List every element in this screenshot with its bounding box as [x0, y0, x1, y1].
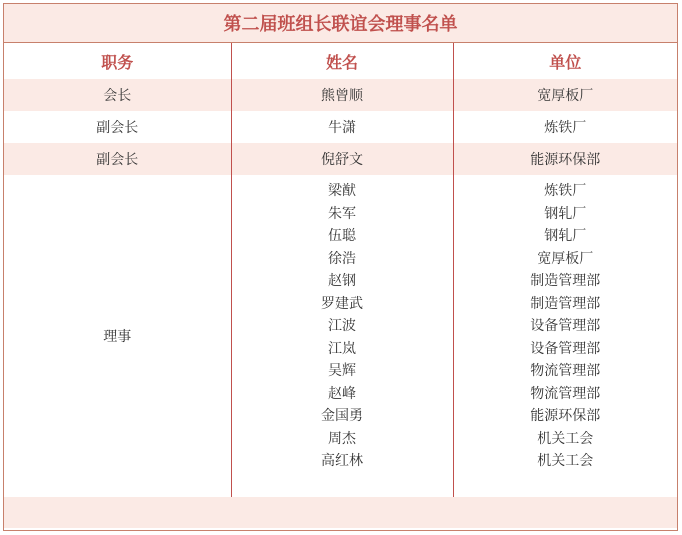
header-row [4, 43, 677, 80]
cell-position: 理事 [4, 175, 231, 497]
director-name: 吴辉 [328, 363, 356, 379]
director-unit: 能源环保部 [530, 408, 601, 424]
directors-units-cell [453, 175, 677, 497]
director-name: 朱军 [328, 205, 356, 222]
table-row [4, 79, 677, 111]
director-unit: 制造管理部 [530, 273, 601, 289]
director-name: 赵钢 [328, 273, 356, 289]
director-unit: 炼铁厂 [544, 183, 587, 199]
cell-position: 副会长 [4, 111, 231, 143]
director-name: 梁猷 [328, 183, 356, 199]
cell-unit: 宽厚板厂 [453, 79, 677, 111]
cell-position: 会长 [4, 79, 231, 111]
directors-units-list [454, 175, 678, 473]
director-name: 江波 [328, 318, 356, 334]
cell-position: 副会长 [4, 143, 231, 175]
director-name: 徐浩 [328, 250, 356, 267]
cell-name: 倪舒文 [231, 143, 453, 175]
table-title: 第二届班组长联谊会理事名单 [4, 4, 677, 43]
header-name: 姓名 [231, 43, 453, 80]
director-name: 江岚 [328, 340, 356, 357]
director-name: 金国勇 [321, 408, 363, 424]
cell-name: 熊曾顺 [231, 79, 453, 111]
director-name: 罗建武 [321, 295, 363, 312]
director-name: 高红林 [321, 453, 363, 469]
director-unit: 钢轧厂 [544, 228, 587, 244]
director-unit: 机关工会 [537, 453, 594, 469]
director-unit: 宽厚板厂 [537, 250, 594, 267]
roster-table [4, 4, 677, 528]
table-row [4, 111, 677, 143]
roster-table-frame [3, 3, 678, 531]
director-unit: 设备管理部 [530, 340, 601, 357]
director-name: 伍聪 [328, 228, 356, 244]
cell-unit: 能源环保部 [453, 143, 677, 175]
footer-row [4, 497, 677, 528]
header-unit: 单位 [549, 52, 582, 72]
director-unit: 物流管理部 [530, 385, 601, 402]
cell-unit: 炼铁厂 [544, 120, 587, 136]
header-position: 职务 [4, 43, 231, 80]
directors-names-cell [231, 175, 453, 497]
title-row [4, 4, 677, 43]
footer-band [4, 497, 677, 528]
director-name: 赵峰 [328, 385, 356, 402]
cell-name: 牛潇 [231, 111, 453, 143]
director-unit: 钢轧厂 [544, 205, 587, 222]
director-unit: 物流管理部 [530, 363, 601, 379]
director-unit: 设备管理部 [530, 318, 601, 334]
directors-row [4, 175, 677, 497]
table-row [4, 143, 677, 175]
director-unit: 机关工会 [537, 430, 594, 447]
director-unit: 制造管理部 [530, 295, 601, 312]
directors-names-list [232, 175, 453, 473]
director-name: 周杰 [328, 430, 356, 447]
